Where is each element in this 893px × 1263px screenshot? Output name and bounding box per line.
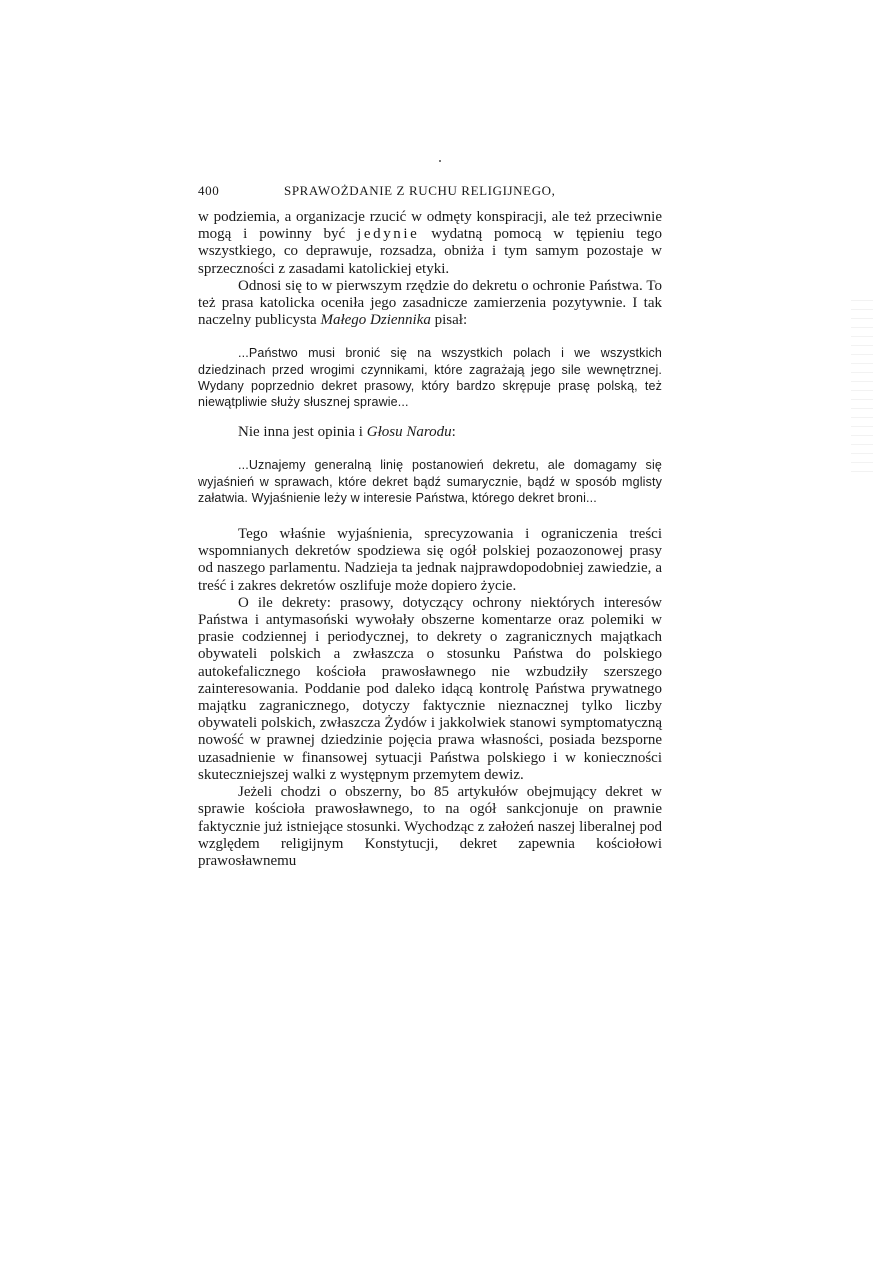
block-quote-1-text: ...Państwo musi bronić się na wszystkich polach i we wszystkich dziedzinach przed wrogimi czynnikami, które zagrażają jego sile wewnętrznej. Wydany poprzednio dekret prasowy, który bardzo skrępuje prasę polską, też niewątpliwie służy słusznej sprawie... [198, 346, 662, 410]
paragraph-6: Jeżeli chodzi o obszerny, bo 85 artykułów obejmujący dekret w sprawie kościoła prawosławnego, to na ogół sankcjonuje on prawnie faktycznie już istniejące stosunki. Wychodząc z założeń naszej liberalnej pod względem religijnym Konstytucji, dekret zapewnia kościołowi prawosławnemu [198, 784, 662, 869]
running-head-title: SPRAWOŻDANIE Z RUCHU RELIGIJNEGO, [284, 183, 556, 198]
block-quote-1 [198, 345, 662, 410]
paragraph-1-text-a: w podziemia, a organizacje rzucić w odmęty konspiracji, ale też przeciwnie mogą i powinny być [198, 209, 662, 243]
paragraph-1-text-b: wydatną pomocą w tępieniu tego wszystkiego, co deprawuje, rozsadza, obniża i tym samym pozostaje w sprzeczności z zasadami katolickiej etyki. [198, 226, 662, 277]
emphasis-spaced-word: jedynie [357, 226, 420, 243]
paragraph-3-text-a: Nie inna jest opinia i [238, 424, 367, 441]
newspaper-title-maly-dziennik: Małego Dziennika [320, 312, 431, 329]
running-head [198, 183, 662, 209]
newspaper-title-glos-narodu: Głosu Narodu [366, 424, 452, 441]
block-quote-2 [198, 457, 662, 506]
book-page [198, 183, 662, 870]
paragraph-2-text-a: Odnosi się to w pierwszym rzędzie do dekretu o ochronie Państwa. To też prasa katolicka oceniła jego zasadnicze zamierzenia pozytywnie. I tak naczelny publicysta [198, 277, 662, 329]
paragraph-4: Tego właśnie wyjaśnienia, sprecyzowania i ograniczenia treści wspomnianych dekretów spodziewa się ogół polskiej pozaozonowej prasy od naszego parlamentu. Nadzieja ta jednak najprawdopodobniej zawiedzie, a treść i zakres dekretów oszlifuje może dopiero życie. [198, 526, 662, 594]
page-number: 400 [198, 183, 220, 198]
paragraph-3 [198, 424, 662, 441]
block-quote-2-text: ...Uznajemy generalną linię postanowień dekretu, ale domagamy się wyjaśnień w sprawach, które dekret bądź sumarycznie, bądź w sposób mglisty załatwia. Wyjaśnienie leży w interesie Państwa, którego dekret broni... [198, 458, 662, 505]
paragraph-2-text-b: pisał: [430, 312, 468, 329]
body-text [198, 209, 662, 870]
paragraph-5: O ile dekrety: prasowy, dotyczący ochrony niektórych interesów Państwa i antymasoński wywołały obszerne komentarze oraz polemiki w prasie codziennej i periodycznej, to dekrety o zagranicznych majątkach obywateli polskich a zwłaszcza o stosunku Państwa do polskiego autokefalicznego kościoła prawosławnego nie wzbudziły szerszego zainteresowania. Poddanie pod daleko idącą kontrolę Państwa prywatnego majątku zagranicznego, dotyczy faktycznie nieznacznej tylko liczby obywateli polskich, zwłaszcza Żydów i jakkolwiek stanowi symptomatyczną nowość w prawnej dziedzinie pojęcia prawa własności, posiada bezsporne uzasadnienie w finansowej sytuacji Państwa polskiego i w konieczności skuteczniejszej walki z występnym przemytem dewiz. [198, 594, 662, 783]
paragraph-3-text-b: : [451, 424, 456, 441]
scan-speck [439, 160, 441, 162]
paragraph-2 [198, 278, 662, 330]
scan-margin-noise [851, 300, 873, 480]
paragraph-1 [198, 209, 662, 278]
